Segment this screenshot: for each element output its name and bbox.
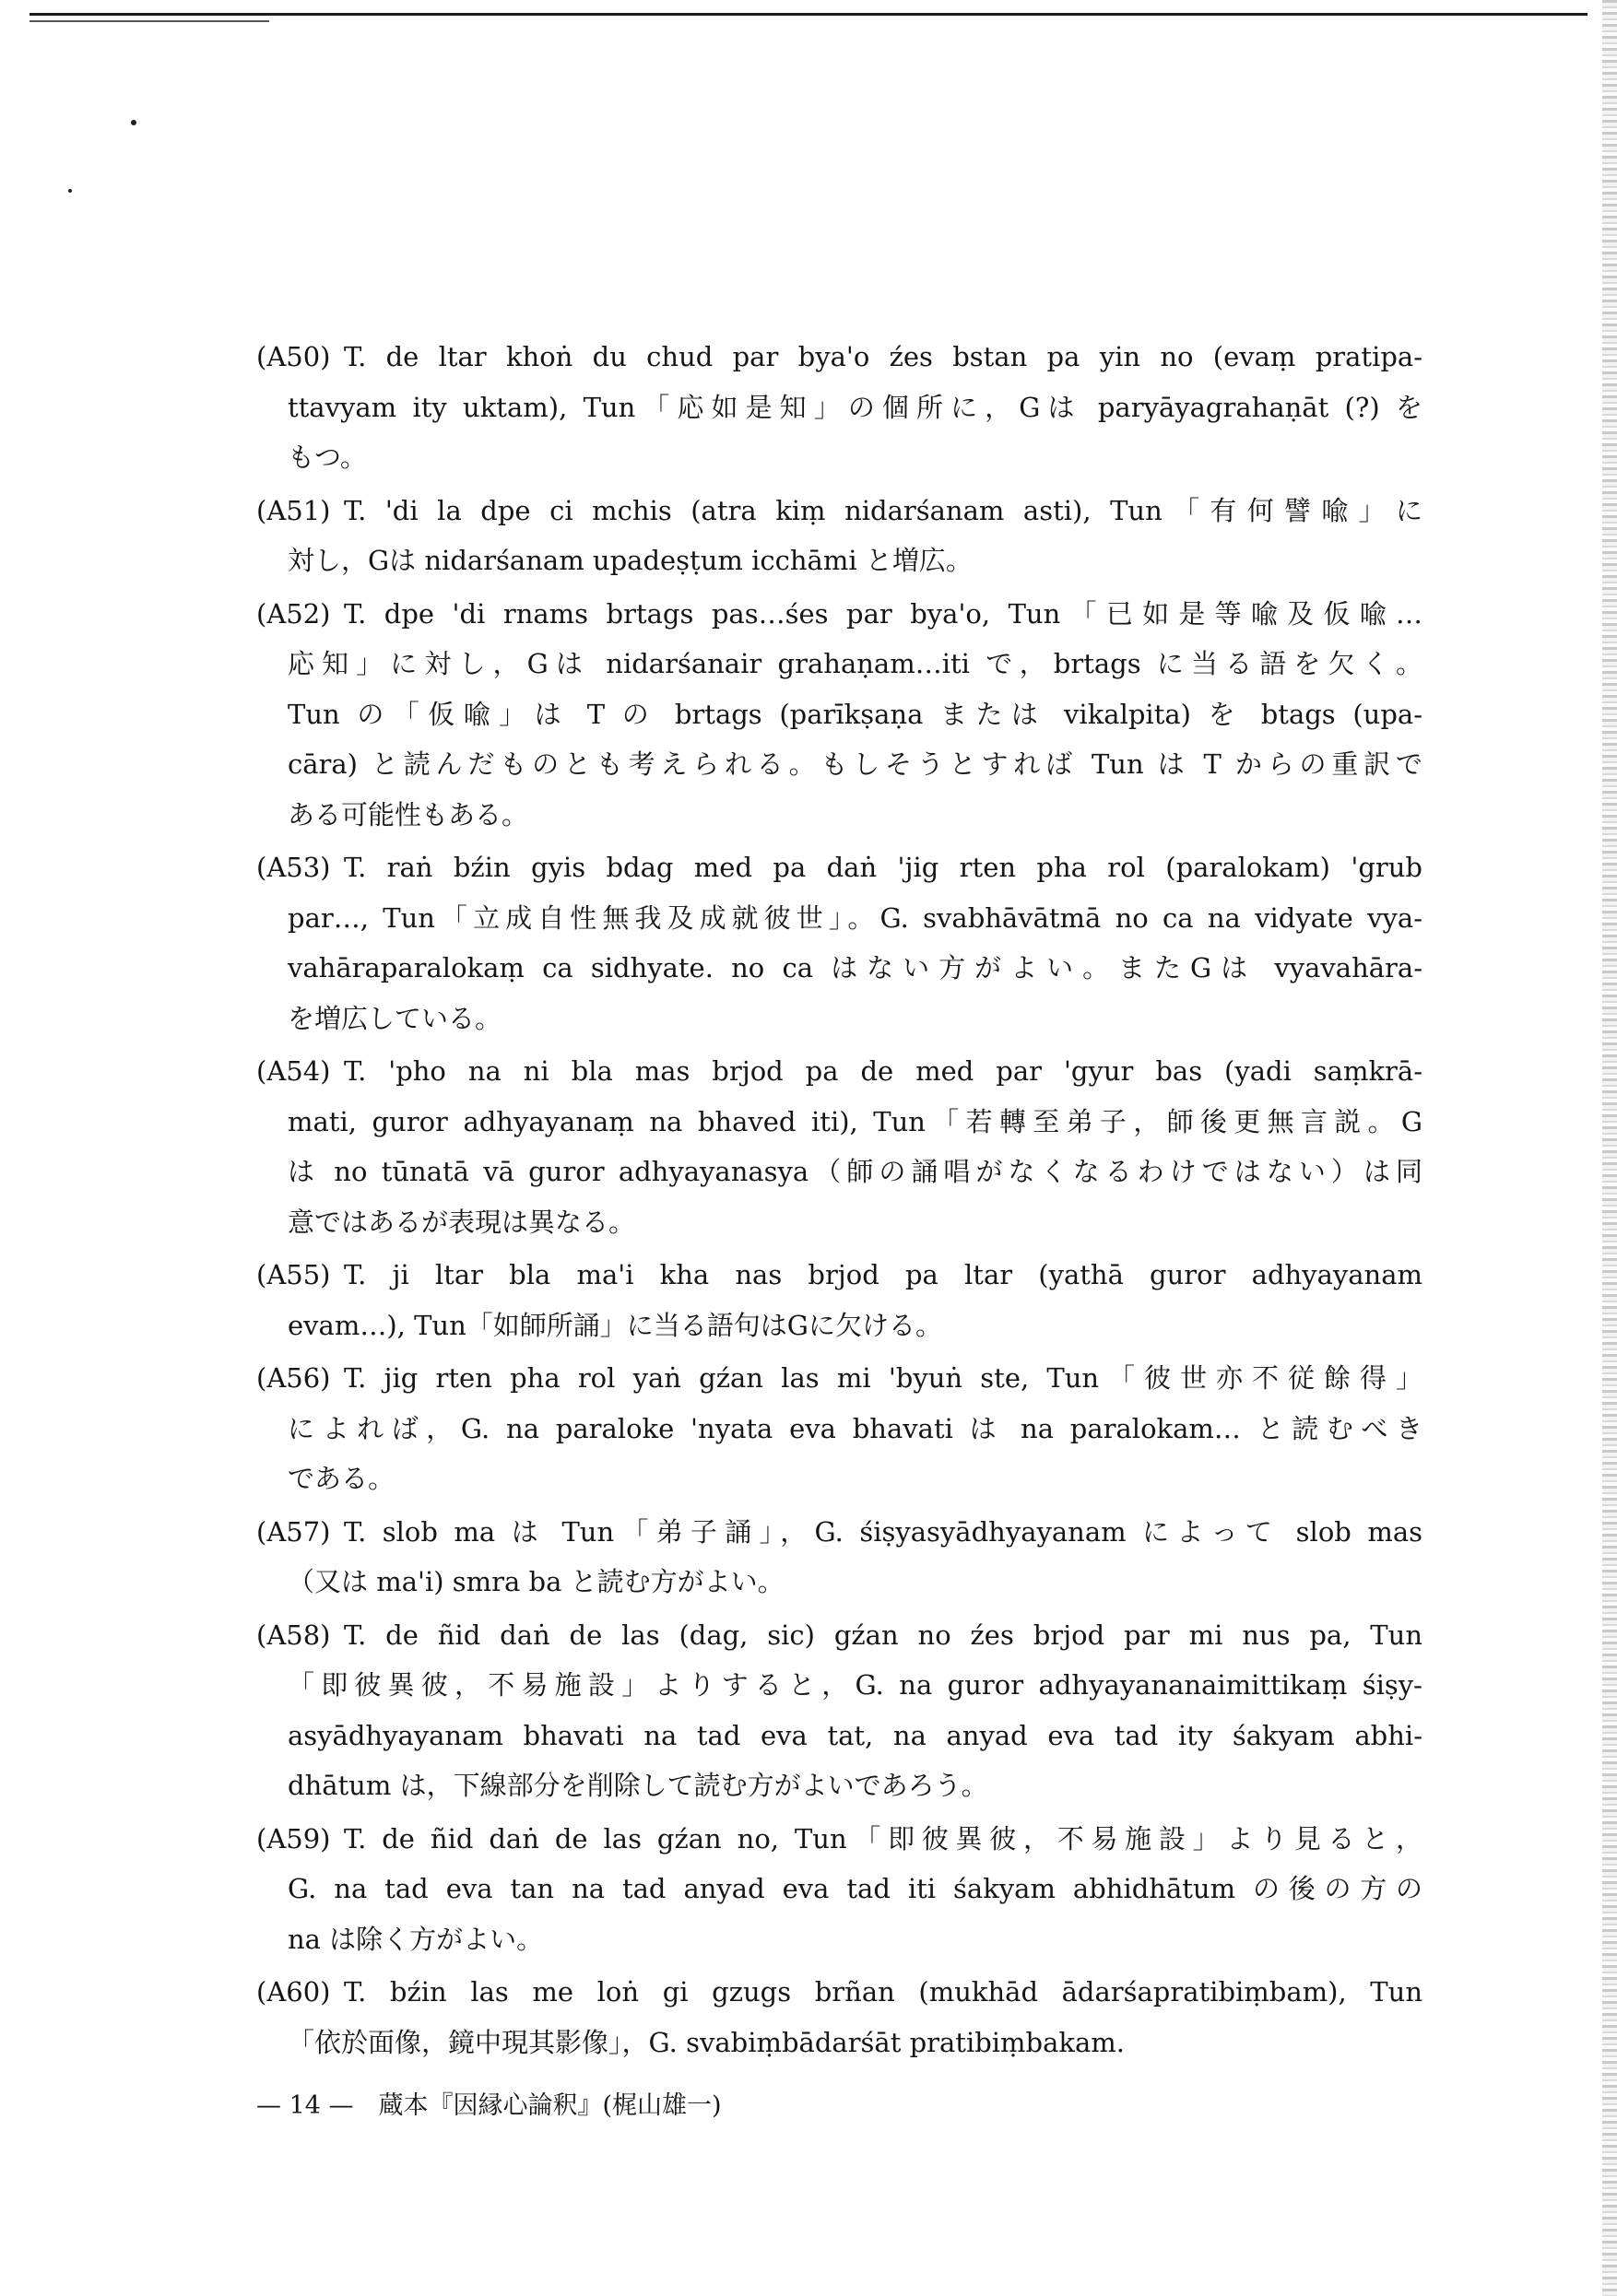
note-line [256,1557,1422,1607]
note-line [256,893,1422,944]
note-entry [256,1353,1422,1504]
note-line [256,739,1422,790]
note-text: T. bźin las me loṅ gi gzugs brñan (mukhād ādarśapratibiṃbam), Tun [343,1976,1422,2008]
note-line [256,994,1422,1044]
note-entry [256,332,1422,483]
note-text: Tun の「仮喩」は T の brtags (parīkṣaṇa または vikalpita) を btags (upa- [288,698,1422,730]
note-label: (A55) [256,1259,331,1290]
note-entry [256,1250,1422,1350]
note-text: ある可能性もある。 [288,798,529,830]
note-entry [256,589,1422,841]
note-line [256,1454,1422,1504]
note-first-line [256,332,1422,383]
note-first-line [256,1507,1422,1558]
note-text: T. dpe 'di rnams brtags pas…śes par bya'o, Tun「已如是等喩及仮喩… [343,597,1422,630]
note-text: によれば，G. na paraloke 'nyata eva bhavati は na paralokam… と読むべき [288,1412,1422,1444]
note-entry [256,842,1422,1043]
note-first-line [256,1250,1422,1301]
note-first-line [256,589,1422,640]
note-text: T. de ltar khoṅ du chud par bya'o źes bstan pa yin no (evaṃ pratipa- [343,341,1422,372]
note-text: ttavyam ity uktam), Tun「応如是知」の個所に，Gは paryāyagrahaṇāt (?) を [288,391,1422,423]
note-text: mati, guror adhyayanaṃ na bhaved iti), Tun「若轉至弟子，師後更無言説。G [288,1105,1422,1137]
note-text: vahāraparalokaṃ ca sidhyate. no ca はない方がよい。またGは vyavahāra- [288,952,1422,983]
note-label: (A59) [256,1822,331,1854]
note-label: (A54) [256,1055,331,1087]
note-text: もつ。 [288,442,367,473]
note-line [256,689,1422,740]
note-line [256,790,1422,841]
note-line [256,1404,1422,1454]
note-line [256,639,1422,689]
note-label: (A50) [256,341,331,372]
note-text: T. de ñid daṅ de las (dag, sic) gźan no źes brjod par mi nus pa, Tun [343,1619,1422,1651]
note-text: dhātum は，下線部分を削除して読む方がよいであろう。 [288,1770,988,1801]
note-line [256,1660,1422,1711]
note-first-line [256,486,1422,536]
note-entry [256,1967,1422,2067]
note-label: (A58) [256,1619,331,1651]
note-text: cāra) と読んだものとも考えられる。もしそうとすれば Tun は T からの重訳で [288,748,1422,780]
note-line [256,1711,1422,1761]
page-footer: — 14 — 蔵本『因縁心論釈』(梶山雄一) [256,2091,722,2120]
note-first-line [256,1814,1422,1865]
note-line [256,432,1422,483]
note-entry [256,1814,1422,1965]
note-line [256,2018,1422,2068]
note-first-line [256,1353,1422,1404]
note-entry [256,486,1422,586]
note-label: (A60) [256,1976,331,2008]
note-first-line [256,1046,1422,1097]
note-text: 応知」に対し，Gは nidarśanair grahaṇam…iti で，brtags に当る語を欠く。 [288,648,1422,679]
note-line [256,1097,1422,1148]
note-text: （又は ma'i) smra ba と読む方がよい。 [288,1566,785,1597]
note-text: を増広している。 [288,1002,502,1034]
note-text: である。 [288,1463,395,1494]
note-text: T. 'di la dpe ci mchis (atra kiṃ nidarśanam asti), Tun「有何譬喩」に [343,494,1422,526]
note-text: evam…), Tun「如師所誦」に当る語句はGに欠ける。 [288,1309,942,1341]
top-rule-short [30,20,269,22]
note-label: (A57) [256,1515,331,1548]
scan-speck [68,189,72,193]
note-text: T. ji ltar bla ma'i kha nas brjod pa ltar (yathā guror adhyayanam [343,1259,1422,1290]
commentary-notes [256,332,1422,2070]
note-label: (A53) [256,852,331,883]
note-text: na は除く方がよい。 [288,1923,544,1955]
note-line [256,1864,1422,1914]
note-line [256,1197,1422,1248]
note-label: (A52) [256,597,331,630]
note-text: 対し，Gは nidarśanam upadeṣṭum icchāmi と増広。 [288,545,973,576]
note-line [256,383,1422,433]
note-line [256,1914,1422,1965]
note-text: T. 'pho na ni bla mas brjod pa de med par 'gyur bas (yadi saṃkrā- [343,1055,1422,1087]
note-text: T. jig rten pha rol yaṅ gźan las mi 'byuṅ ste, Tun「彼世亦不従餘得」 [343,1362,1422,1394]
note-label: (A51) [256,494,331,526]
note-first-line [256,842,1422,893]
note-line [256,1147,1422,1197]
note-text: は no tūnatā vā guror adhyayanasya（師の誦唱がなくなるわけではない）は同 [288,1156,1422,1187]
note-first-line [256,1610,1422,1661]
note-line [256,943,1422,994]
note-text: T. slob ma は Tun「弟子誦」，G. śiṣyasyādhyayanam によって slob mas [343,1515,1422,1548]
note-text: asyādhyayanam bhavati na tad eva tat, na anyad eva tad ity śakyam abhi- [288,1719,1422,1751]
note-text: G. na tad eva tan na tad anyad eva tad iti śakyam abhidhātum の後の方の [288,1873,1422,1904]
scan-edge-shadow [1602,0,1617,2296]
note-text: T. raṅ bźin gyis bdag med pa daṅ 'jig rten pha rol (paralokam) 'grub [343,852,1422,883]
note-text: T. de ñid daṅ de las gźan no, Tun「即彼異彼，不易施設」より見ると， [343,1822,1422,1854]
note-entry [256,1507,1422,1607]
note-first-line [256,1967,1422,2018]
note-text: par…, Tun「立成自性無我及成就彼世」。G. svabhāvātmā no ca na vidyate vya- [288,901,1422,934]
note-entry [256,1046,1422,1247]
scan-speck [131,120,136,125]
note-line [256,1760,1422,1811]
note-text: 意ではあるが表現は異なる。 [288,1206,636,1238]
note-text: 「即彼異彼，不易施設」よりすると，G. na guror adhyayananaimittikaṃ śiṣy- [288,1669,1422,1701]
note-label: (A56) [256,1362,331,1394]
top-rule [30,13,1587,16]
note-text: 「依於面像，鏡中現其影像」，G. svabiṃbādarśāt pratibiṃbakam. [288,2026,1125,2058]
note-line [256,1301,1422,1351]
note-entry [256,1610,1422,1811]
note-line [256,536,1422,586]
